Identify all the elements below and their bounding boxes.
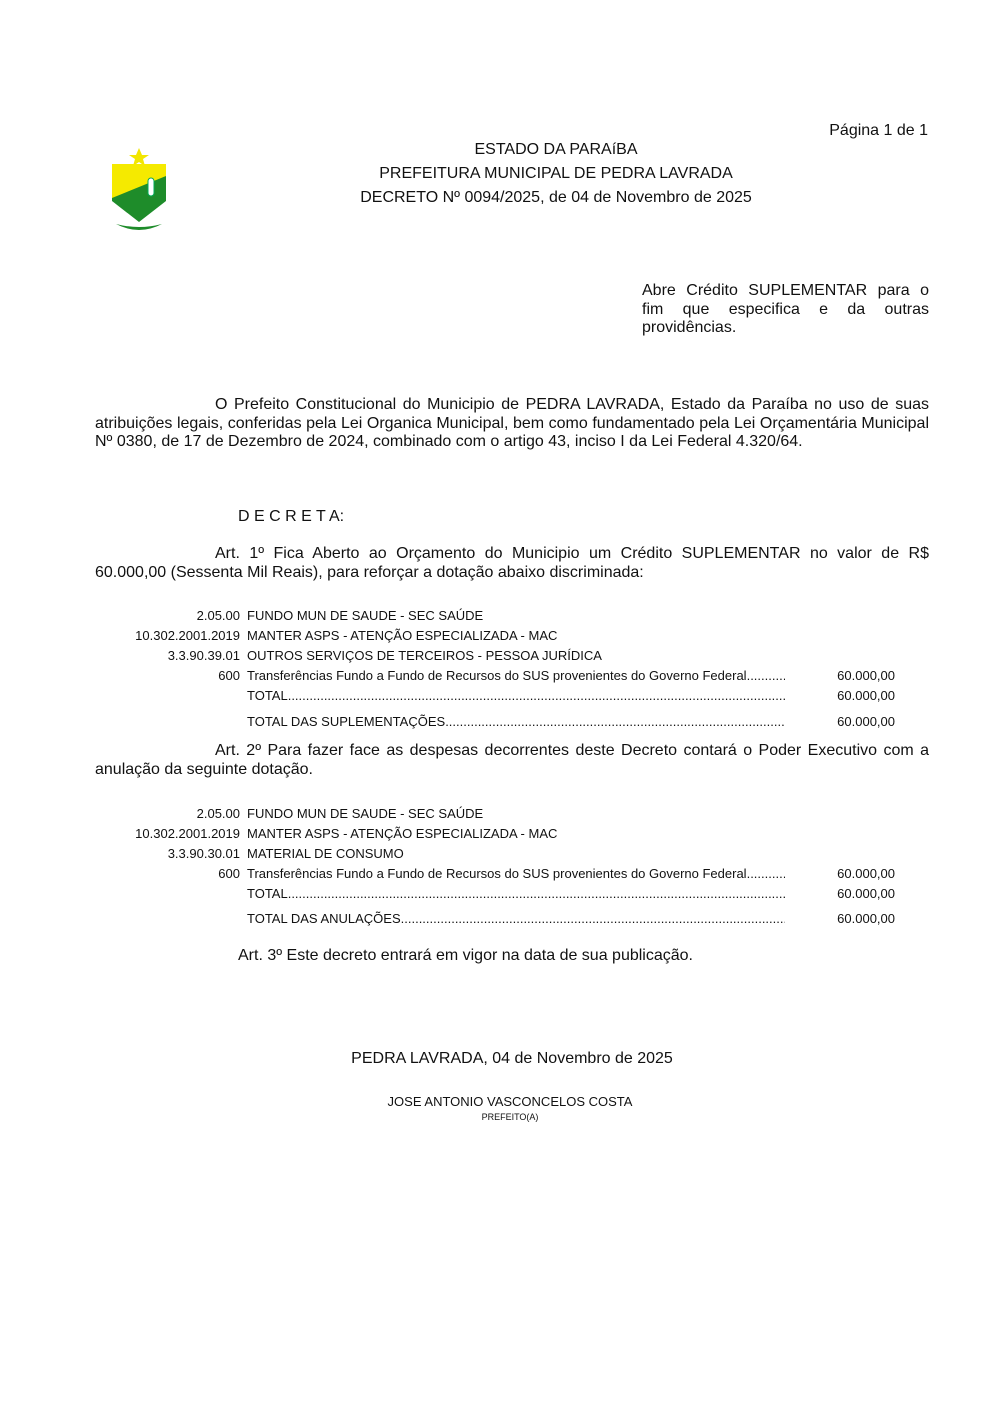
description: Transferências Fundo a Fundo de Recursos do SUS provenientes do Governo Federal	[247, 866, 747, 881]
code: 2.05.00	[196, 806, 240, 821]
code: 10.302.2001.2019	[135, 826, 240, 841]
table-row	[95, 628, 895, 646]
table-row	[95, 608, 895, 626]
code: 3.3.90.39.01	[167, 648, 240, 663]
municipal-crest-logo	[108, 146, 170, 232]
grand-total-label: TOTAL DAS ANULAÇÕES	[247, 911, 401, 926]
total-row	[95, 886, 895, 904]
total-label: TOTAL	[247, 886, 288, 901]
amount: 60.000,00	[837, 886, 895, 901]
article-1: Art. 1º Fica Aberto ao Orçamento do Municipio um Crédito SUPLEMENTAR no valor de R$ 60.000,00 (Sessenta Mil Reais), para reforçar a dotação abaixo discriminada:	[95, 545, 929, 581]
amount: 60.000,00	[837, 668, 895, 683]
code: 600	[218, 668, 240, 683]
signer-name: JOSE ANTONIO VASCONCELOS COSTA	[387, 1094, 633, 1109]
table-row	[95, 826, 895, 844]
header-state: ESTADO DA PARAíBA	[474, 141, 638, 158]
decreta-heading: D E C R E T A:	[238, 508, 345, 525]
description: OUTROS SERVIÇOS DE TERCEIROS - PESSOA JURÍDICA	[247, 648, 602, 663]
description: FUNDO MUN DE SAUDE - SEC SAÚDE	[247, 806, 484, 821]
preamble: O Prefeito Constitucional do Municipio de PEDRA LAVRADA, Estado da Paraíba no uso de suas atribuições legais, conferidas pela Lei Organica Municipal, bem como fundamentado pela Lei Orçamentária Municipal Nº 0380, de 17 de Dezembro de 2024, combinado com o artigo 43, inciso I da Lei Federal 4.320/64.	[95, 396, 929, 451]
total-label: TOTAL	[247, 688, 288, 703]
signer-role: PREFEITO(A)	[481, 1112, 539, 1122]
grand-total-label: TOTAL DAS SUPLEMENTAÇÕES	[247, 714, 446, 729]
page-indicator: Página 1 de 1	[829, 122, 928, 139]
table-row	[95, 846, 895, 864]
grand-total-row	[95, 911, 895, 929]
source-row	[95, 866, 895, 884]
description: MATERIAL DE CONSUMO	[247, 846, 404, 861]
table-row	[95, 648, 895, 666]
description: Transferências Fundo a Fundo de Recursos do SUS provenientes do Governo Federal	[247, 668, 747, 683]
code: 2.05.00	[196, 608, 240, 623]
description: MANTER ASPS - ATENÇÃO ESPECIALIZADA - MAC	[247, 628, 558, 643]
description: FUNDO MUN DE SAUDE - SEC SAÚDE	[247, 608, 484, 623]
article-3: Art. 3º Este decreto entrará em vigor na data de sua publicação.	[238, 947, 693, 964]
place-date: PEDRA LAVRADA, 04 de Novembro de 2025	[351, 1050, 673, 1067]
header-prefecture: PREFEITURA MUNICIPAL DE PEDRA LAVRADA	[379, 165, 733, 182]
ementa: Abre Crédito SUPLEMENTAR para o fim que especifica e da outras providências.	[642, 282, 929, 337]
description: MANTER ASPS - ATENÇÃO ESPECIALIZADA - MAC	[247, 826, 558, 841]
grand-total-row	[95, 714, 895, 732]
code: 3.3.90.30.01	[167, 846, 240, 861]
amount: 60.000,00	[837, 911, 895, 926]
code: 600	[218, 866, 240, 881]
code: 10.302.2001.2019	[135, 628, 240, 643]
header-decree-title: DECRETO Nº 0094/2025, de 04 de Novembro de 2025	[360, 189, 752, 206]
amount: 60.000,00	[837, 714, 895, 729]
total-row	[95, 688, 895, 706]
amount: 60.000,00	[837, 866, 895, 881]
source-row	[95, 668, 895, 686]
amount: 60.000,00	[837, 688, 895, 703]
article-2: Art. 2º Para fazer face as despesas decorrentes deste Decreto contará o Poder Executivo com a anulação da seguinte dotação.	[95, 742, 929, 778]
table-row	[95, 806, 895, 824]
